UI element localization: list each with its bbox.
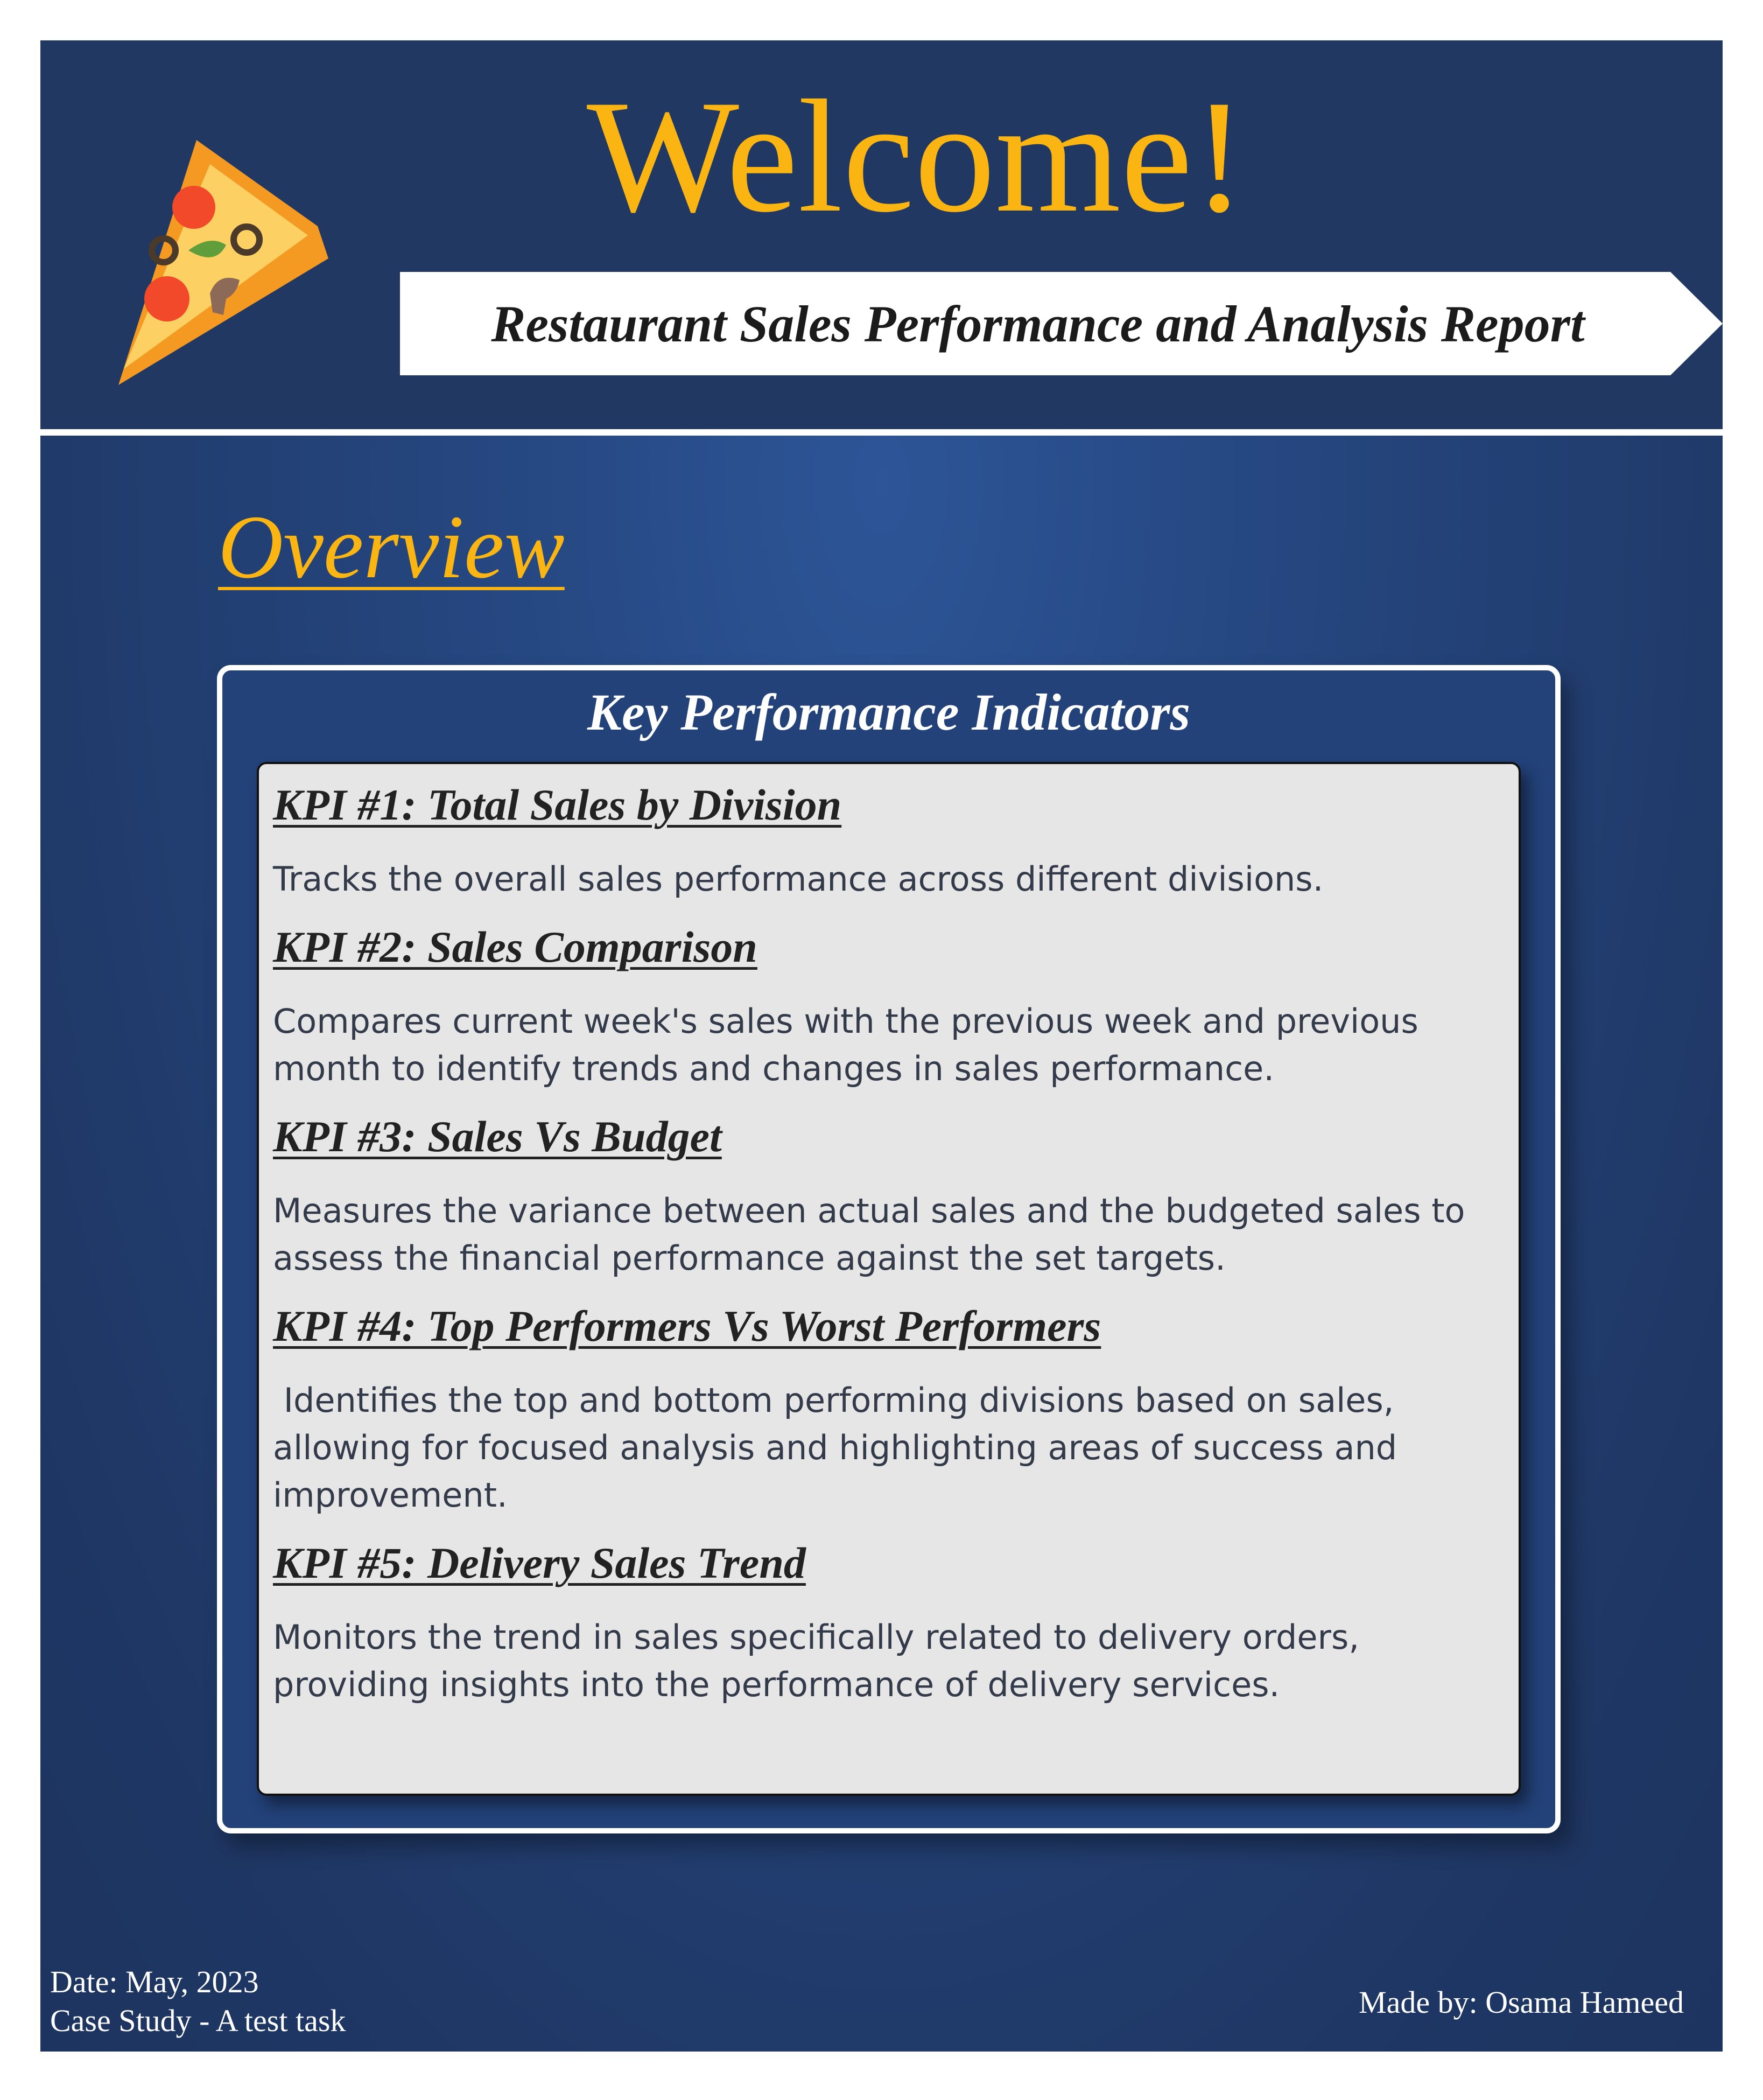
kpi-panel [217, 665, 1561, 1833]
kpi-heading: KPI #1: Total Sales by Division [273, 780, 842, 829]
kpi-heading: KPI #3: Sales Vs Budget [273, 1112, 722, 1161]
report-title-banner [400, 272, 1723, 375]
kpi-description: Tracks the overall sales performance across different divisions. [273, 859, 1324, 899]
report-page [40, 40, 1723, 2052]
kpi-panel-title: Key Performance Indicators [587, 683, 1190, 741]
kpi-list [257, 762, 1521, 1796]
kpi-heading: KPI #4: Top Performers Vs Worst Performers [273, 1301, 1101, 1350]
kpi-item [273, 1109, 1505, 1282]
header-divider [40, 429, 1723, 436]
kpi-description: Identifies the top and bottom performing divisions based on sales, allowing for focused analysis and highlighting areas of success and improvement. [273, 1381, 1408, 1515]
kpi-item [273, 1298, 1505, 1519]
report-date: Date: May, 2023 [50, 1964, 259, 1999]
report-title: Restaurant Sales Performance and Analysis Report [491, 295, 1585, 353]
kpi-description: Monitors the trend in sales specifically related to delivery orders, providing insights into the performance of delivery services. [273, 1618, 1370, 1704]
kpi-heading: KPI #5: Delivery Sales Trend [273, 1538, 806, 1587]
kpi-heading: KPI #2: Sales Comparison [273, 922, 757, 971]
kpi-description: Measures the variance between actual sales and the budgeted sales to assess the financial performance against the set targets. [273, 1191, 1476, 1278]
author-credit: Made by: Osama Hameed [1359, 1985, 1684, 2020]
footer-info [50, 1963, 346, 2040]
kpi-item [273, 1535, 1505, 1709]
kpi-item [273, 919, 1505, 1093]
case-study-label: Case Study - A test task [50, 2003, 346, 2038]
overview-heading: Overview [218, 497, 565, 597]
welcome-heading: Welcome! [586, 67, 1247, 246]
kpi-description: Compares current week's sales with the previous week and previous month to identify trends and changes in sales performance. [273, 1002, 1429, 1088]
kpi-item [273, 777, 1505, 903]
